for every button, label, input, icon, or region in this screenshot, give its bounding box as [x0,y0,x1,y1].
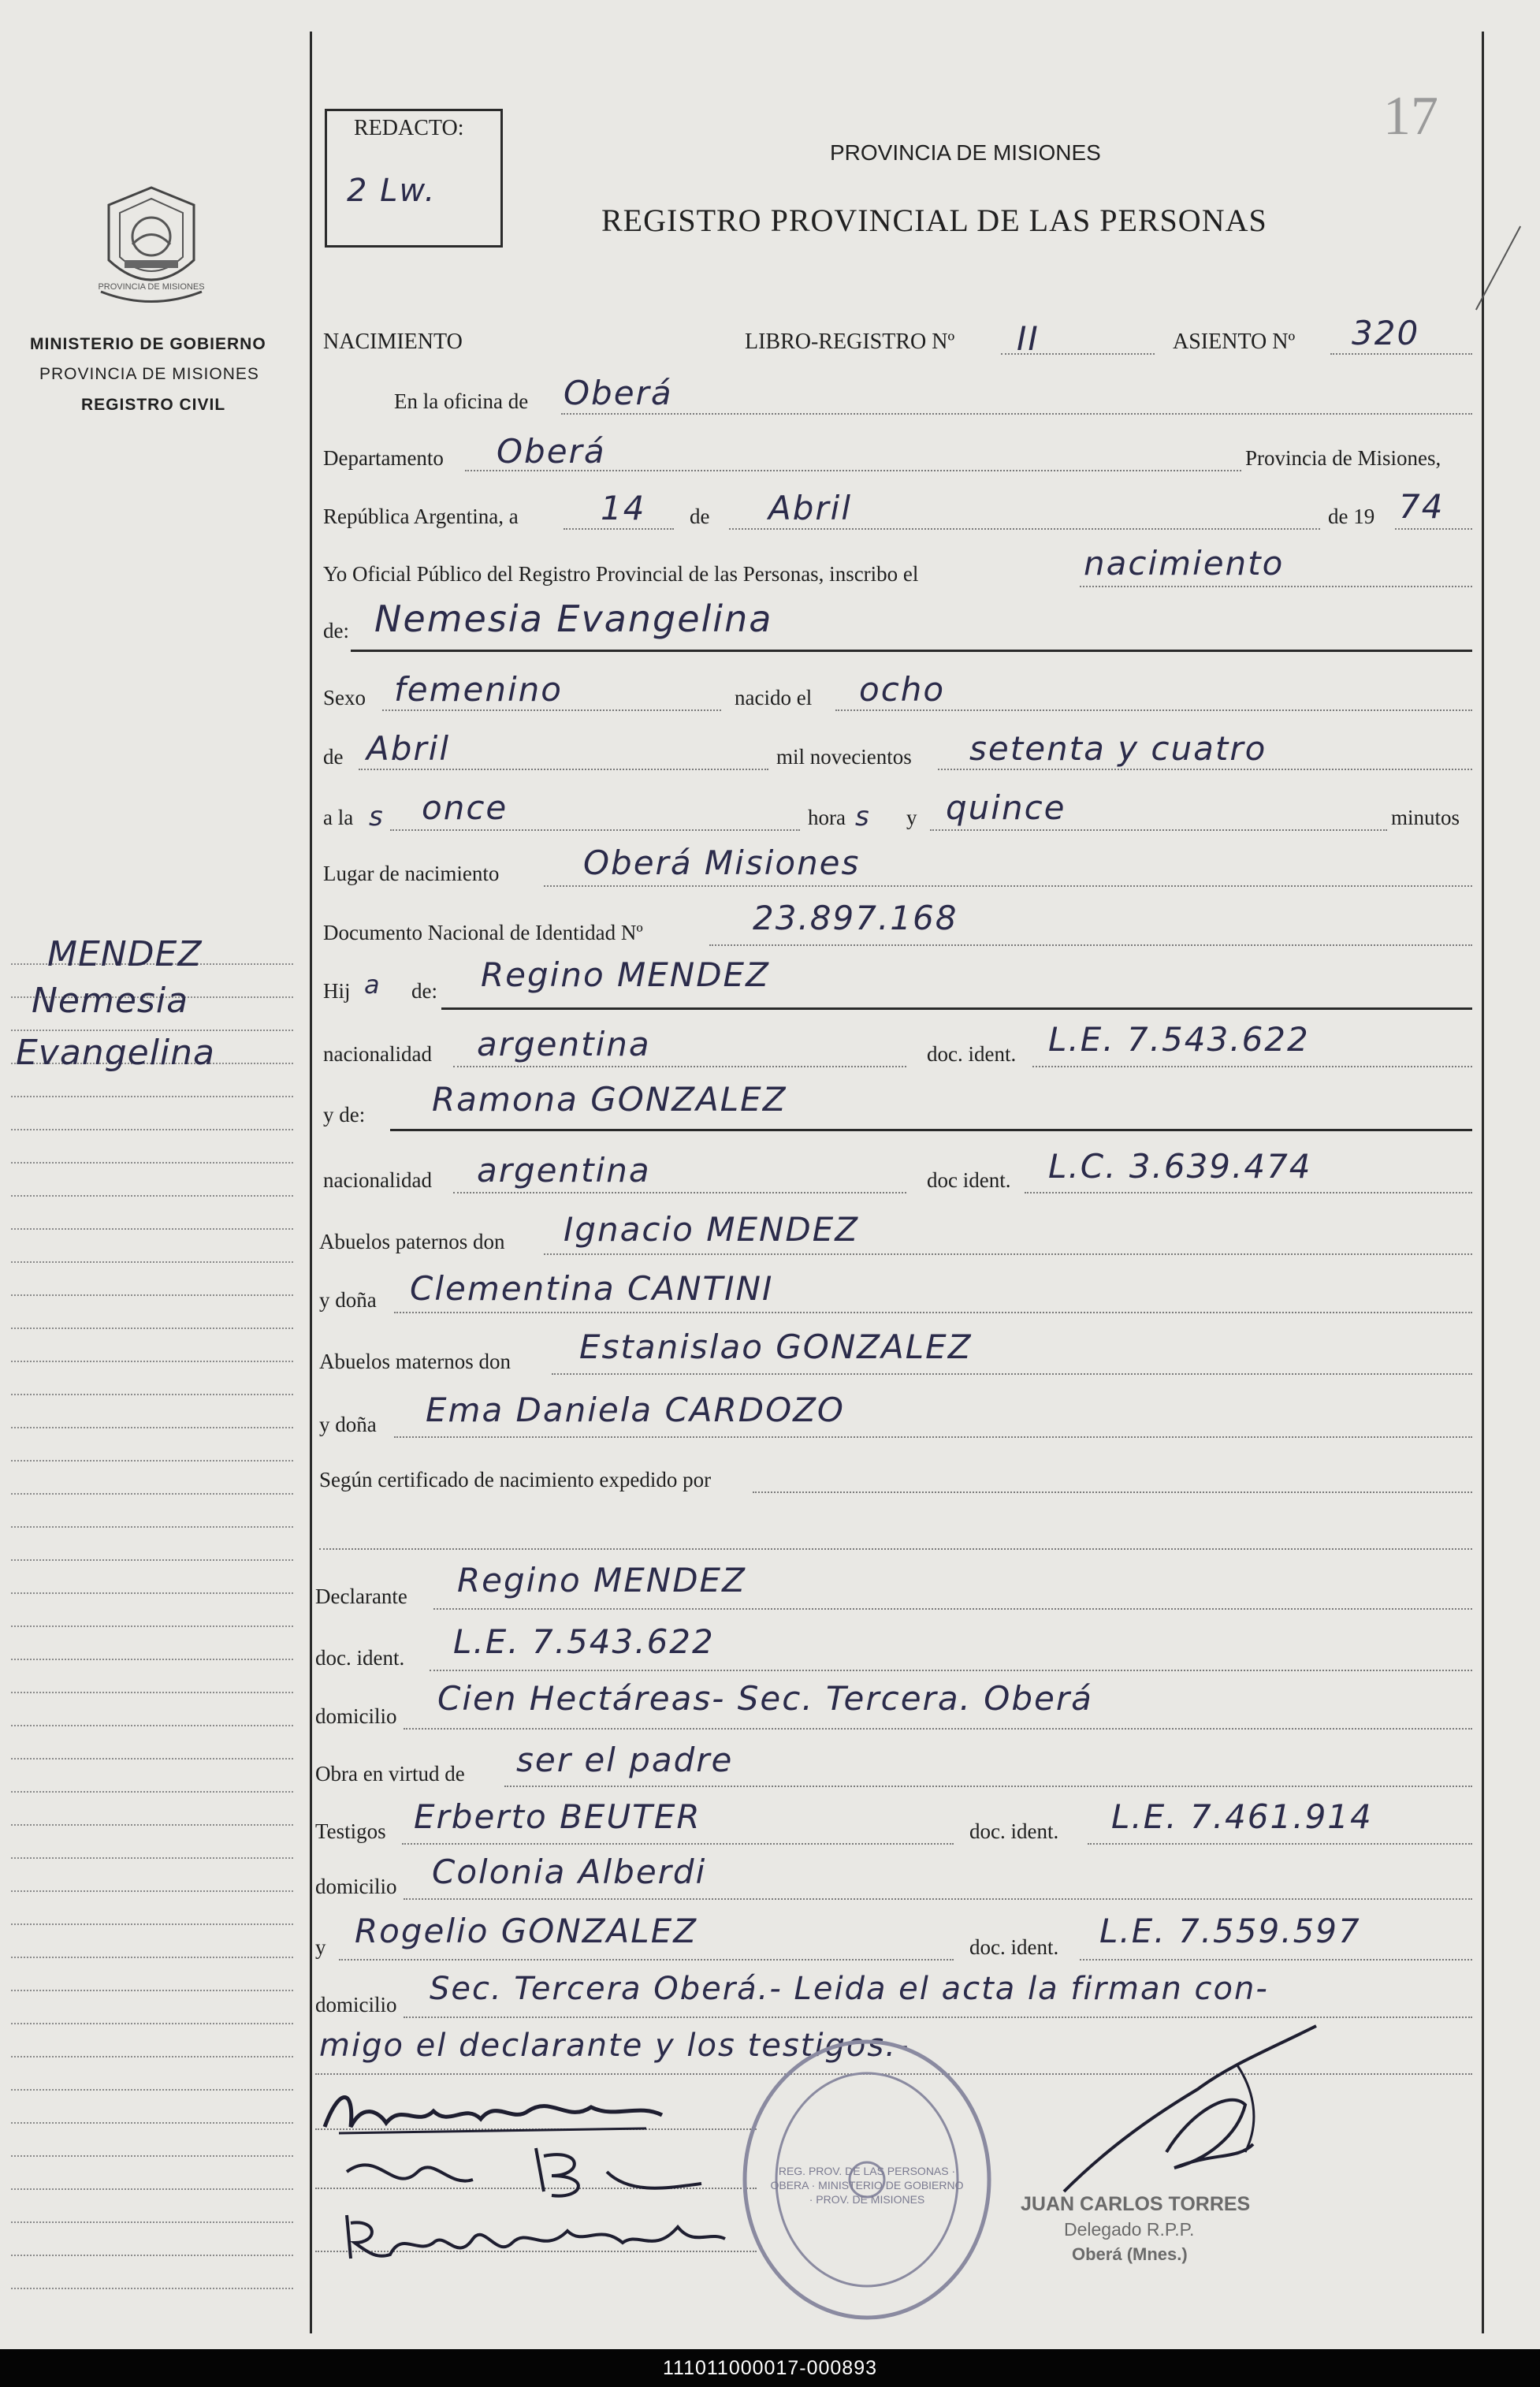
abp-label: Abuelos paternos don [319,1230,505,1253]
docdecl-label: doc. ident. [315,1646,405,1670]
doc2-label: doc ident. [927,1168,1011,1192]
oficina-label: En la oficina de [394,389,529,413]
redacto-label: REDACTO: [354,116,464,140]
closing-value: migo el declarante y los testigos.- [319,2028,910,2064]
coat-of-arms-seal [93,181,210,307]
domicilio1-value: Cien Hectáreas- Sec. Tercera. Oberá [437,1679,1093,1718]
mes2-value: Abril [366,729,450,768]
testigos-label: Testigos [315,1819,386,1843]
anio-words-value: setenta y cuatro [969,729,1267,768]
departamento-value: Oberá [497,432,606,471]
provincia-label: Provincia de Misiones, [1245,446,1441,470]
nacido-value: ocho [859,670,946,709]
redacto-box [325,109,503,248]
declarante-label: Declarante [315,1585,407,1608]
nac2-value: argentina [477,1151,651,1190]
asiento-label: ASIENTO Nº [1173,330,1296,354]
inscribo-value: nacimiento [1084,544,1285,583]
doct2-value: L.E. 7.559.597 [1099,1912,1361,1950]
libro-value: II [1017,319,1040,358]
hij-de-label: de: [411,979,437,1003]
document-id-footer: 111011000017-000893 [0,2349,1540,2387]
y-label: y [906,806,917,829]
republica-label: República Argentina, a [323,505,519,528]
oficina-value: Oberá [564,374,673,412]
seal-text: PROVINCIA DE MISIONES [98,282,205,292]
doct1-label: doc. ident. [969,1819,1059,1843]
witness1-signature [331,2140,709,2203]
left-border-rule [310,32,312,2333]
departamento-label: Departamento [323,446,444,470]
page-number: 17 [1383,86,1438,147]
margin-note-surname: MENDEZ [47,934,203,974]
obra-value: ser el padre [516,1741,734,1779]
horas-label: hora [808,806,846,829]
domicilio3-label: domicilio [315,1993,397,2016]
mes-value: Abril [768,489,852,527]
libro-label: LIBRO-REGISTRO Nº [745,330,955,354]
dni-label: Documento Nacional de Identidad Nº [323,921,643,944]
doct2-label: doc. ident. [969,1935,1059,1959]
minutos-value: quince [946,788,1066,827]
padre-value: Regino MENDEZ [481,955,770,994]
official-stamp [737,2034,997,2326]
official-role: Delegado R.P.P. [1064,2219,1195,2240]
domicilio2-label: domicilio [315,1875,397,1898]
abp-value: Ignacio MENDEZ [564,1210,860,1249]
alas-suffix: s [369,801,383,832]
hij-label: Hij [323,979,351,1003]
sexo-value: femenino [394,670,563,709]
margin-note-name2: Evangelina [16,1033,215,1073]
margin-note-name1: Nemesia [32,981,189,1021]
declarant-signature [315,2080,678,2143]
de-mes-label: de [323,745,344,769]
dia-value: 14 [601,489,646,527]
sexo-label: Sexo [323,686,366,709]
domicilio3-value: Sec. Tercera Oberá.- Leida el acta la firman con- [430,1971,1269,2007]
certificado-label: Según certificado de nacimiento expedido por [319,1468,712,1491]
domicilio1-label: domicilio [315,1704,397,1728]
hij-suffix: a [364,970,380,1000]
doct1-value: L.E. 7.461.914 [1111,1797,1373,1836]
testigo2-value: Rogelio GONZALEZ [355,1912,697,1950]
declarante-value: Regino MENDEZ [457,1561,746,1599]
registry-label: REGISTRO CIVIL [81,396,226,414]
official-signature [1048,2018,1348,2207]
mil-label: mil novecientos [776,745,912,769]
header-province: PROVINCIA DE MISIONES [830,140,1101,165]
alas-label: a la [323,806,354,829]
nacido-label: nacido el [735,686,813,709]
stamp-text: REG. PROV. DE LAS PERSONAS · OBERA · MINISTERIO DE GOBIERNO · PROV. DE MISIONES [770,2165,964,2206]
nac1-value: argentina [477,1025,651,1063]
asiento-value: 320 [1352,314,1420,352]
hora-value: once [422,788,508,827]
yde-label: y de: [323,1103,366,1126]
obra-label: Obra en virtud de [315,1762,465,1786]
nac1-label: nacionalidad [323,1042,432,1066]
witness2-signature [315,2199,757,2270]
doc1-value: L.E. 7.543.622 [1048,1020,1310,1059]
nac2-label: nacionalidad [323,1168,432,1192]
ydona2-label: y doña [319,1413,377,1436]
ministry-label: MINISTERIO DE GOBIERNO [30,335,266,353]
name-value: Nemesia Evangelina [374,598,773,640]
domicilio2-value: Colonia Alberdi [432,1853,707,1891]
record-type: NACIMIENTO [323,330,463,354]
anio-value: 74 [1399,487,1445,526]
abm-value: Estanislao GONZALEZ [579,1328,973,1366]
de19-label: de 19 [1328,505,1375,528]
header-title: REGISTRO PROVINCIAL DE LAS PERSONAS [601,203,1267,238]
inscribo-label: Yo Oficial Público del Registro Provincial de las Personas, inscribo el [323,562,919,586]
lugar-label: Lugar de nacimiento [323,862,500,885]
right-border-rule [1482,32,1484,2333]
horas-suffix: s [855,801,869,832]
testigo1-value: Erberto BEUTER [414,1797,701,1836]
redacto-value: 2 Lw. [347,173,437,209]
ydona2-value: Ema Daniela CARDOZO [426,1391,845,1429]
official-place: Oberá (Mnes.) [1072,2244,1188,2264]
de-label: de [690,505,710,528]
ydona1-value: Clementina CANTINI [410,1269,774,1308]
docdecl-value: L.E. 7.543.622 [453,1622,715,1661]
madre-value: Ramona GONZALEZ [432,1080,787,1119]
name-label: de: [323,619,349,642]
y-testigo2-label: y [315,1935,326,1959]
lugar-value: Oberá Misiones [583,843,861,882]
doc2-value: L.C. 3.639.474 [1048,1147,1312,1186]
province-label: PROVINCIA DE MISIONES [39,365,259,383]
dni-value: 23.897.168 [753,899,958,937]
official-name: JUAN CARLOS TORRES [1021,2193,1251,2215]
minutos-label: minutos [1391,806,1460,829]
ydona1-label: y doña [319,1288,377,1312]
doc1-label: doc. ident. [927,1042,1017,1066]
abm-label: Abuelos maternos don [319,1350,511,1373]
